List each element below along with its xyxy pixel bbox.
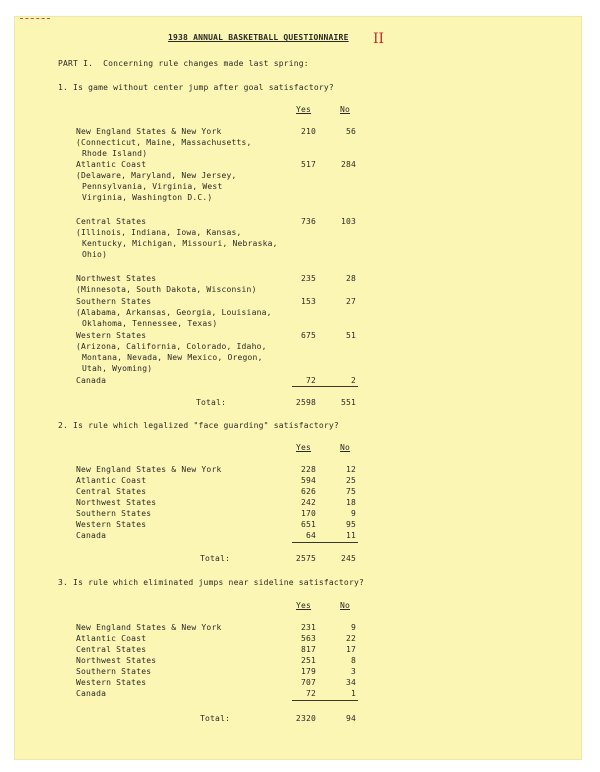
q2-yes-value: 170 [300, 509, 316, 518]
q1-region-detail: Utah, Wyoming) [82, 364, 153, 373]
q1-yes-header: Yes [296, 105, 312, 114]
q1-region-detail: Oklahoma, Tennessee, Texas) [82, 319, 218, 328]
q3-total-yes: 2320 [295, 714, 316, 723]
q2-no-value: 18 [345, 498, 356, 507]
q3-yes-value: 231 [300, 623, 316, 632]
q3-total-no: 94 [345, 714, 356, 723]
q1-no-value: 103 [340, 217, 356, 226]
question-2: 2. Is rule which legalized "face guarding" satisfactory? [58, 421, 339, 430]
q1-region-detail: (Minnesota, South Dakota, Wisconsin) [76, 285, 257, 294]
q1-yes-value: 675 [300, 331, 316, 340]
q1-region-name: Western States [76, 331, 147, 340]
q1-yes-value: 210 [300, 127, 316, 136]
q2-yes-value: 242 [300, 498, 316, 507]
q1-region-detail: (Delaware, Maryland, New Jersey, [76, 171, 237, 180]
q1-region-name: Southern States [76, 297, 152, 306]
q1-region-name: Northwest States [76, 274, 157, 283]
q1-region-name: Atlantic Coast [76, 160, 147, 169]
title-numeral: II [373, 31, 385, 47]
q2-no-value: 75 [345, 487, 356, 496]
q3-region-name: Northwest States [76, 656, 157, 665]
q1-region-detail: (Alabama, Arkansas, Georgia, Louisiana, [76, 308, 272, 317]
q2-no-value: 95 [345, 520, 356, 529]
q3-yes-value: 817 [300, 645, 316, 654]
q2-yes-value: 626 [300, 487, 316, 496]
q1-no-value: 51 [345, 331, 356, 340]
q2-no-value: 11 [345, 531, 356, 540]
q1-region-name: Canada [76, 376, 107, 385]
document-title: 1938 ANNUAL BASKETBALL QUESTIONNAIRE [168, 33, 349, 42]
q3-region-name: Canada [76, 689, 107, 698]
q3-no-value: 34 [345, 678, 356, 687]
q2-yes-value: 228 [300, 465, 316, 474]
q1-no-value: 284 [340, 160, 356, 169]
q3-total-rule [292, 700, 358, 701]
q1-yes-value: 153 [300, 297, 316, 306]
q3-region-name: Southern States [76, 667, 152, 676]
q2-yes-value: 594 [300, 476, 316, 485]
q1-total-no: 551 [340, 398, 356, 407]
q2-no-value: 25 [345, 476, 356, 485]
q3-no-value: 8 [350, 656, 356, 665]
q3-yes-header: Yes [296, 601, 312, 610]
q1-total-rule [292, 386, 358, 387]
q2-yes-value: 64 [305, 531, 316, 540]
q3-yes-value: 251 [300, 656, 316, 665]
q2-region-name: Central States [76, 487, 147, 496]
q1-no-header: No [340, 105, 351, 114]
q1-region-detail: Virginia, Washington D.C.) [82, 193, 213, 202]
q2-region-name: New England States & New York [76, 465, 222, 474]
question-1: 1. Is game without center jump after goal satisfactory? [58, 83, 334, 92]
q2-region-name: Atlantic Coast [76, 476, 147, 485]
q2-no-value: 12 [345, 465, 356, 474]
q3-no-value: 3 [350, 667, 356, 676]
question-3: 3. Is rule which eliminated jumps near sideline satisfactory? [58, 578, 365, 587]
q1-region-name: Central States [76, 217, 147, 226]
q3-region-name: Atlantic Coast [76, 634, 147, 643]
q3-no-value: 9 [350, 623, 356, 632]
q2-region-name: Northwest States [76, 498, 157, 507]
q3-region-name: Central States [76, 645, 147, 654]
q1-region-detail: Kentucky, Michigan, Missouri, Nebraska, [82, 239, 278, 248]
q1-no-value: 2 [350, 376, 356, 385]
q2-no-value: 9 [350, 509, 356, 518]
q2-yes-value: 651 [300, 520, 316, 529]
q2-region-name: Southern States [76, 509, 152, 518]
q2-total-rule [292, 542, 358, 543]
q3-total-label: Total: [200, 714, 231, 723]
q1-region-detail: (Illinois, Indiana, Iowa, Kansas, [76, 228, 242, 237]
q3-no-value: 17 [345, 645, 356, 654]
q1-region-detail: (Arizona, California, Colorado, Idaho, [76, 342, 267, 351]
red-pencil-mark [20, 18, 50, 19]
q1-no-value: 28 [345, 274, 356, 283]
q3-yes-value: 563 [300, 634, 316, 643]
q3-yes-value: 72 [305, 689, 316, 698]
q3-region-name: Western States [76, 678, 147, 687]
q2-total-label: Total: [200, 554, 231, 563]
q1-total-label: Total: [196, 398, 227, 407]
q1-region-detail: Ohio) [82, 250, 108, 259]
q1-region-name: New England States & New York [76, 127, 222, 136]
q1-region-detail: Montana, Nevada, New Mexico, Oregon, [82, 353, 263, 362]
q3-region-name: New England States & New York [76, 623, 222, 632]
q2-region-name: Canada [76, 531, 107, 540]
q2-region-name: Western States [76, 520, 147, 529]
q1-no-value: 27 [345, 297, 356, 306]
q3-yes-value: 707 [300, 678, 316, 687]
q2-yes-header: Yes [296, 443, 312, 452]
q1-region-detail: (Connecticut, Maine, Massachusetts, [76, 138, 252, 147]
q1-yes-value: 235 [300, 274, 316, 283]
q3-no-value: 22 [345, 634, 356, 643]
part-heading: PART I. Concerning rule changes made last spring: [58, 59, 309, 68]
q3-no-value: 1 [350, 689, 356, 698]
q1-no-value: 56 [345, 127, 356, 136]
q2-total-yes: 2575 [295, 554, 316, 563]
q1-yes-value: 517 [300, 160, 316, 169]
q1-yes-value: 736 [300, 217, 316, 226]
q1-yes-value: 72 [305, 376, 316, 385]
q3-yes-value: 179 [300, 667, 316, 676]
q1-region-detail: Rhode Island) [82, 149, 148, 158]
q2-total-no: 245 [340, 554, 356, 563]
q1-total-yes: 2598 [295, 398, 316, 407]
q1-region-detail: Pennsylvania, Virginia, West [82, 182, 223, 191]
q3-no-header: No [340, 601, 351, 610]
q2-no-header: No [340, 443, 351, 452]
